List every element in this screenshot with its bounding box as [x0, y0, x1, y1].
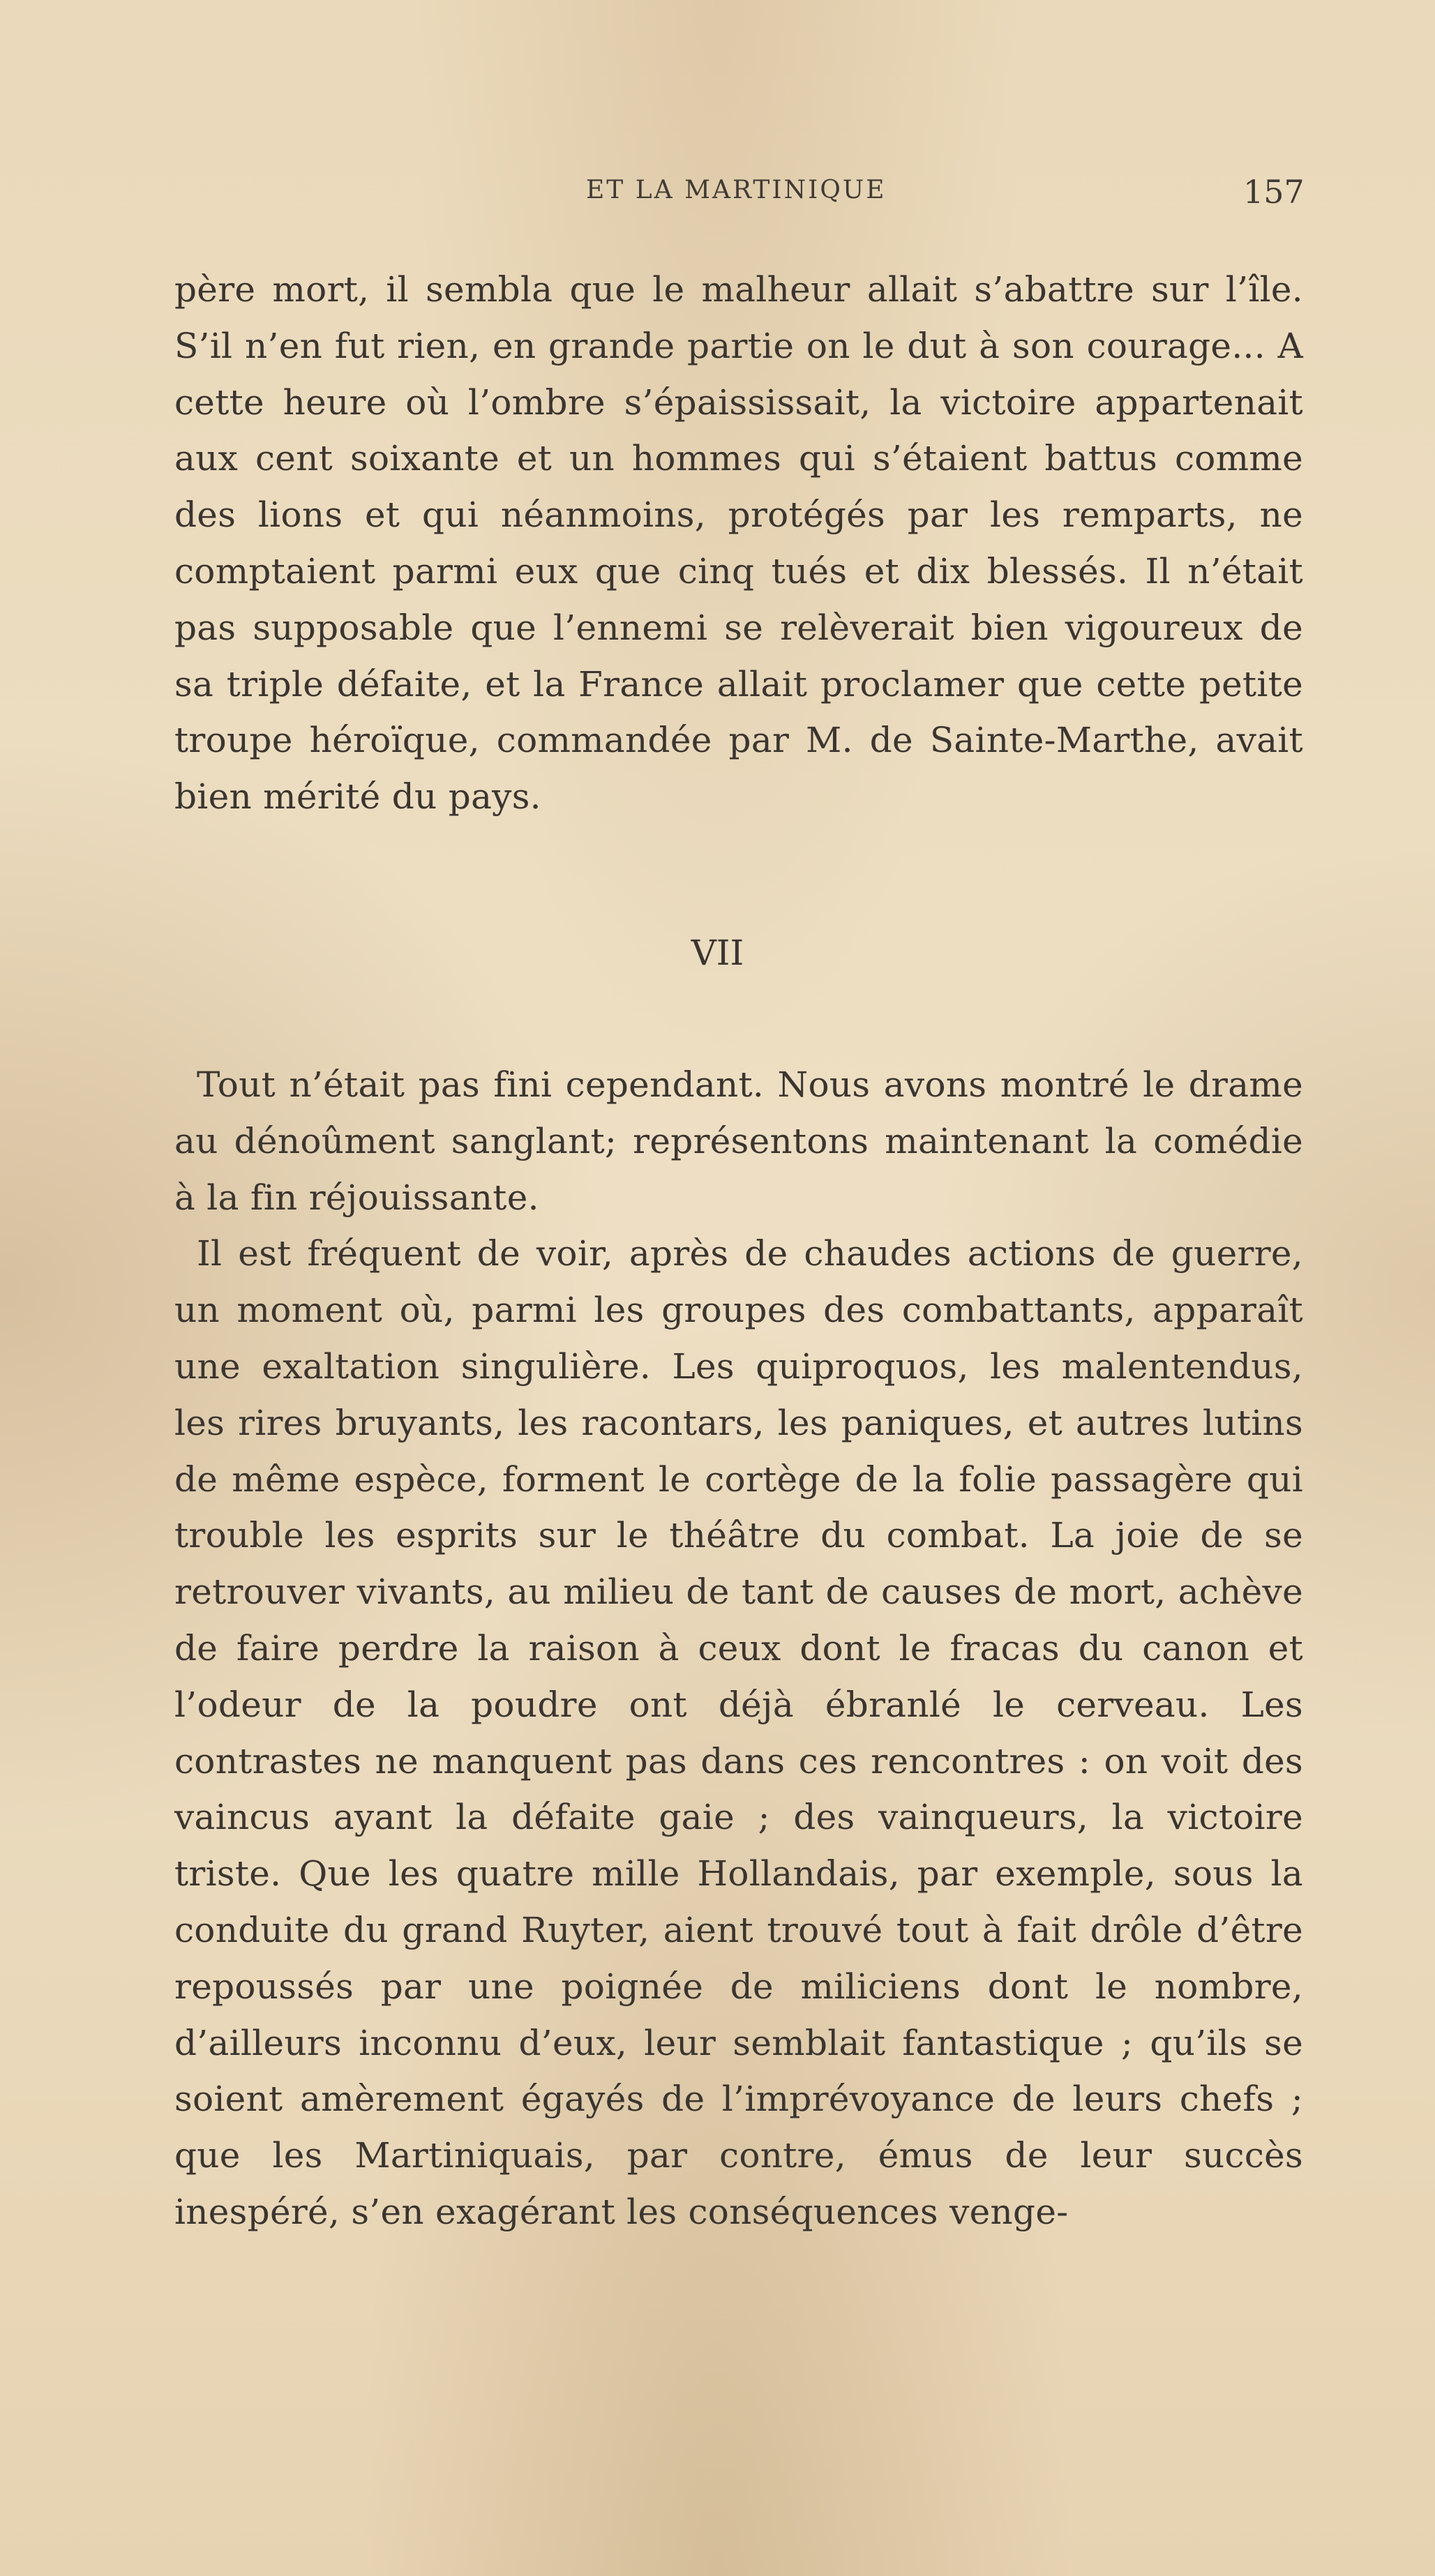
- paragraph-continuation: père mort, il sembla que le malheur allait s’abattre sur l’île. S’il n’en fut rien, en grande partie on le dut à son courage... A cette heure où l’ombre s’épaississait, la victoire appartenait aux cent soixante et un hommes qui s’étaient battus comme des lions et qui néanmoins, protégés par les remparts, ne comptaient parmi eux que cinq tués et dix blessés. Il n’était pas supposable que l’ennemi se relèverait bien vigoureux de sa triple défaite, et la France allait proclamer que cette petite troupe héroïque, commandée par M. de Sainte-Marthe, avait bien mérité du pays.: [174, 269, 1303, 818]
- running-head: ET LA MARTINIQUE: [586, 176, 887, 204]
- text-block-top: [174, 262, 1303, 825]
- paragraph-opening: Tout n’était pas fini cependant. Nous avons montré le drame au dénoûment sanglant; représentons maintenant la comédie à la fin réjouissante.: [174, 1064, 1303, 1218]
- section-heading: VII: [691, 933, 744, 973]
- paragraph-main: Il est fréquent de voir, après de chaudes actions de guerre, un moment où, parmi les groupes des combattants, apparaît une exaltation singulière. Les quiproquos, les malentendus, les rires bruyants, les racontars, les paniques, et autres lutins de même espèce, forment le cortège de la folie passagère qui trouble les esprits sur le théâtre du combat. La joie de se retrouver vivants, au milieu de tant de causes de mort, achève de faire perdre la raison à ceux dont le fracas du canon et l’odeur de la poudre ont déjà ébranlé le cerveau. Les contrastes ne manquent pas dans ces rencontres : on voit des vaincus ayant la défaite gaie ; des vainqueurs, la victoire triste. Que les quatre mille Hollandais, par exemple, sous la conduite du grand Ruyter, aient trouvé tout à fait drôle d’être repoussés par une poignée de miliciens dont le nombre, d’ailleurs inconnu d’eux, leur semblait fantastique ; qu’ils se soient amèrement égayés de l’imprévoyance de leurs chefs ; que les Martiniquais, par contre, émus de leur succès inespéré, s’en exagérant les conséquences venge-: [174, 1233, 1303, 2232]
- page-number: 157: [1243, 173, 1305, 211]
- text-block-bottom: [174, 1057, 1303, 2240]
